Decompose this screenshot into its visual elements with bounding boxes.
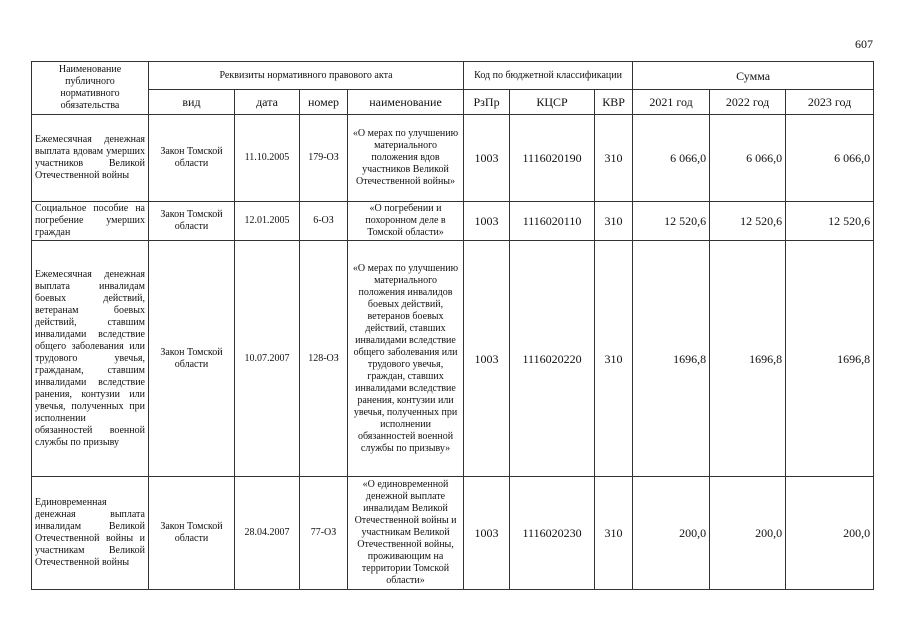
amount-2023-cell: 6 066,0 [786, 115, 874, 202]
header-date: дата [235, 90, 300, 115]
header-row-top [32, 62, 874, 90]
kvr-cell: 310 [595, 115, 633, 202]
header-2023: 2023 год [786, 90, 874, 115]
header-requisites: Реквизиты нормативного правового акта [149, 62, 464, 90]
kvr-cell: 310 [595, 477, 633, 590]
header-obligation: Наименование публичного нормативного обязательства [32, 62, 149, 115]
act-date-cell: 12.01.2005 [235, 202, 300, 241]
kcsr-cell: 1116020110 [510, 202, 595, 241]
obligation-cell: Ежемесячная денежная выплата инвалидам боевых действий, ветеранам боевых действий, ставшим инвалидами вследствие общего заболевания или трудового увечья, гражданам, ставшим инвалидами вследствие ранения, контузии или увечья, полученных при исполнении обязанностей военной службы по призыву [32, 241, 149, 477]
amount-2021-cell: 1696,8 [633, 241, 710, 477]
table-row [32, 477, 874, 590]
header-number: номер [300, 90, 348, 115]
header-budget-code: Код по бюджетной классификации [464, 62, 633, 90]
rzpr-cell: 1003 [464, 477, 510, 590]
act-kind-cell: Закон Томской области [149, 202, 235, 241]
amount-2023-cell: 1696,8 [786, 241, 874, 477]
table-row [32, 115, 874, 202]
act-kind-cell: Закон Томской области [149, 477, 235, 590]
act-number-cell: 6-ОЗ [300, 202, 348, 241]
obligation-cell: Социальное пособие на погребение умерших граждан [32, 202, 149, 241]
kvr-cell: 310 [595, 202, 633, 241]
table-row [32, 241, 874, 477]
act-number-cell: 77-ОЗ [300, 477, 348, 590]
header-rzpr: РзПр [464, 90, 510, 115]
table-row [32, 202, 874, 241]
obligation-cell: Единовременная денежная выплата инвалидам Великой Отечественной войны и участникам Великой Отечественной войны [32, 477, 149, 590]
obligations-table [31, 61, 874, 590]
header-kvr: КВР [595, 90, 633, 115]
act-kind-cell: Закон Томской области [149, 115, 235, 202]
kcsr-cell: 1116020220 [510, 241, 595, 477]
act-number-cell: 179-ОЗ [300, 115, 348, 202]
kvr-cell: 310 [595, 241, 633, 477]
act-date-cell: 10.07.2007 [235, 241, 300, 477]
rzpr-cell: 1003 [464, 115, 510, 202]
rzpr-cell: 1003 [464, 241, 510, 477]
act-date-cell: 11.10.2005 [235, 115, 300, 202]
amount-2022-cell: 12 520,6 [710, 202, 786, 241]
amount-2022-cell: 200,0 [710, 477, 786, 590]
amount-2023-cell: 200,0 [786, 477, 874, 590]
act-name-cell: «О погребении и похоронном деле в Томской области» [348, 202, 464, 241]
amount-2021-cell: 12 520,6 [633, 202, 710, 241]
act-number-cell: 128-ОЗ [300, 241, 348, 477]
header-2021: 2021 год [633, 90, 710, 115]
amount-2021-cell: 6 066,0 [633, 115, 710, 202]
act-kind-cell: Закон Томской области [149, 241, 235, 477]
header-kind: вид [149, 90, 235, 115]
obligation-cell: Ежемесячная денежная выплата вдовам умерших участников Великой Отечественной войны [32, 115, 149, 202]
header-amount: Сумма [633, 62, 874, 90]
header-act-name: наименование [348, 90, 464, 115]
page-number: 607 [855, 37, 873, 51]
act-date-cell: 28.04.2007 [235, 477, 300, 590]
header-kcsr: КЦСР [510, 90, 595, 115]
kcsr-cell: 1116020190 [510, 115, 595, 202]
amount-2021-cell: 200,0 [633, 477, 710, 590]
act-name-cell: «О единовременной денежной выплате инвалидам Великой Отечественной войны и участникам Великой Отечественной войны, проживающим на территории Томской области» [348, 477, 464, 590]
rzpr-cell: 1003 [464, 202, 510, 241]
header-row-bottom [32, 90, 874, 115]
amount-2022-cell: 6 066,0 [710, 115, 786, 202]
kcsr-cell: 1116020230 [510, 477, 595, 590]
amount-2023-cell: 12 520,6 [786, 202, 874, 241]
act-name-cell: «О мерах по улучшению материального положения инвалидов боевых действий, ветеранов боевых действий, ставших инвалидами вследствие общего заболевания или трудового увечья, граждан, ставших инвалидами вследствие ранения, контузии или увечья, полученных при исполнении обязанностей военной службы по призыву» [348, 241, 464, 477]
act-name-cell: «О мерах по улучшению материального положения вдов участников Великой Отечественной войны» [348, 115, 464, 202]
header-2022: 2022 год [710, 90, 786, 115]
amount-2022-cell: 1696,8 [710, 241, 786, 477]
